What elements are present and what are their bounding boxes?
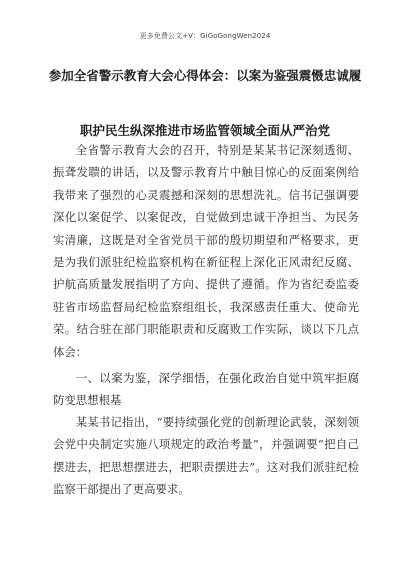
paragraph-text: 某某书记指出，“要持续强化党的创新理论武装，深刻领会党中央制定实施八项规定的政治考量”，并强调要“把自己摆进去，把思想摆进去，把职责摆进去”。这对我们派驻纪检监察干部提出了更高要求。 bbox=[53, 415, 359, 497]
body-paragraph-intro bbox=[53, 139, 359, 363]
header-note: 更多免费公文+V：GiGoGongWen2024 bbox=[139, 32, 271, 40]
paragraph-text: 全省警示教育大会的召开，特别是某某书记深刻透彻、振聋发聩的讲话，以及警示教育片中触目惊心的反面案例给我带来了强烈的心灵震撼和深刻的思想洗礼。信书记强调要深化以案促学、以案促改，自觉做到忠诚干净担当、为民务实清廉，这既是对全省党员干部的殷切期望和严格要求，更是为我们派驻纪检监察机构在新征程上深化正风肃纪反腐、护航高质量发展指明了方向、提供了遵循。作为省纪委监委驻省市场监督局纪检监察组组长，我深感责任重大、使命光荣。结合驻在部门职能职责和反腐败工作实际，谈以下几点体会： bbox=[53, 143, 359, 359]
body-paragraph-2 bbox=[53, 411, 359, 501]
document-title-line-1: 参加全省警示教育大会心得体会：以案为鉴强震慑忠诚履 bbox=[48, 68, 362, 83]
section-heading-text: 一、以案为鉴，深学细悟，在强化政治自觉中筑牢拒腐防变思想根基 bbox=[53, 371, 359, 408]
document-title-line-2: 职护民生纵深推进市场监管领域全面从严治党 bbox=[79, 123, 330, 138]
section-heading-1 bbox=[53, 367, 359, 412]
